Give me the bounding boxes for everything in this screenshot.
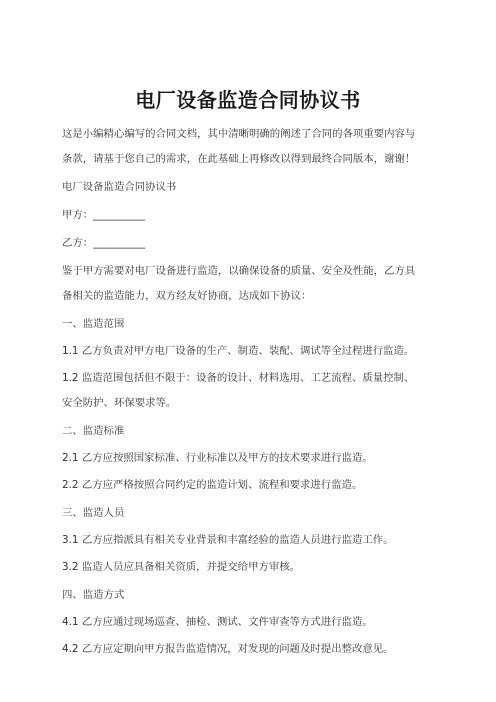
party-b-line: 乙方：__________	[62, 237, 146, 249]
clause-3-2: 3.2 监造人员应具备相关资质，并提交给甲方审核。	[62, 561, 301, 573]
clause-4-1: 4.1 乙方应通过现场巡查、抽检、测试、文件审查等方式进行监造。	[62, 616, 373, 628]
party-a-line: 甲方：__________	[62, 209, 146, 221]
preamble-line-2: 备相关的监造能力，双方经友好协商，达成如下协议：	[62, 290, 312, 302]
intro-line-2: 条款，请基于您自己的需求，在此基础上再修改以得到最终合同版本，谢谢！	[62, 153, 416, 165]
clause-2-1: 2.1 乙方应按照国家标准、行业标准以及甲方的技术要求进行监造。	[62, 452, 373, 464]
section-heading-1: 一、监造范围	[62, 318, 125, 330]
clause-1-1: 1.1 乙方负责对甲方电厂设备的生产、制造、装配、调试等全过程进行监造。	[62, 345, 415, 357]
clause-4-2: 4.2 乙方应定期向甲方报告监造情况，对发现的问题及时提出整改意见。	[62, 643, 394, 655]
intro-line-1: 这是小编精心编写的合同文档，其中清晰明确的阐述了合同的各项重要内容与	[62, 128, 416, 140]
clause-1-2-cont: 安全防护、环保要求等。	[62, 397, 177, 409]
clause-3-1: 3.1 乙方应指派具有相关专业背景和丰富经验的监造人员进行监造工作。	[62, 534, 394, 546]
preamble-line-1: 鉴于甲方需要对电厂设备进行监造，以确保设备的质量、安全及性能，乙方具	[62, 265, 416, 277]
section-heading-2: 二、监造标准	[62, 425, 125, 437]
clause-1-2: 1.2 监造范围包括但不限于：设备的设计、材料选用、工艺流程、质量控制、	[62, 372, 415, 384]
section-heading-4: 四、监造方式	[62, 589, 125, 601]
document-title: 电厂设备监造合同协议书	[135, 88, 361, 112]
clause-2-2: 2.2 乙方应严格按照合同约定的监造计划、流程和要求进行监造。	[62, 479, 363, 491]
contract-subtitle: 电厂设备监造合同协议书	[62, 181, 177, 193]
section-heading-3: 三、监造人员	[62, 507, 125, 519]
